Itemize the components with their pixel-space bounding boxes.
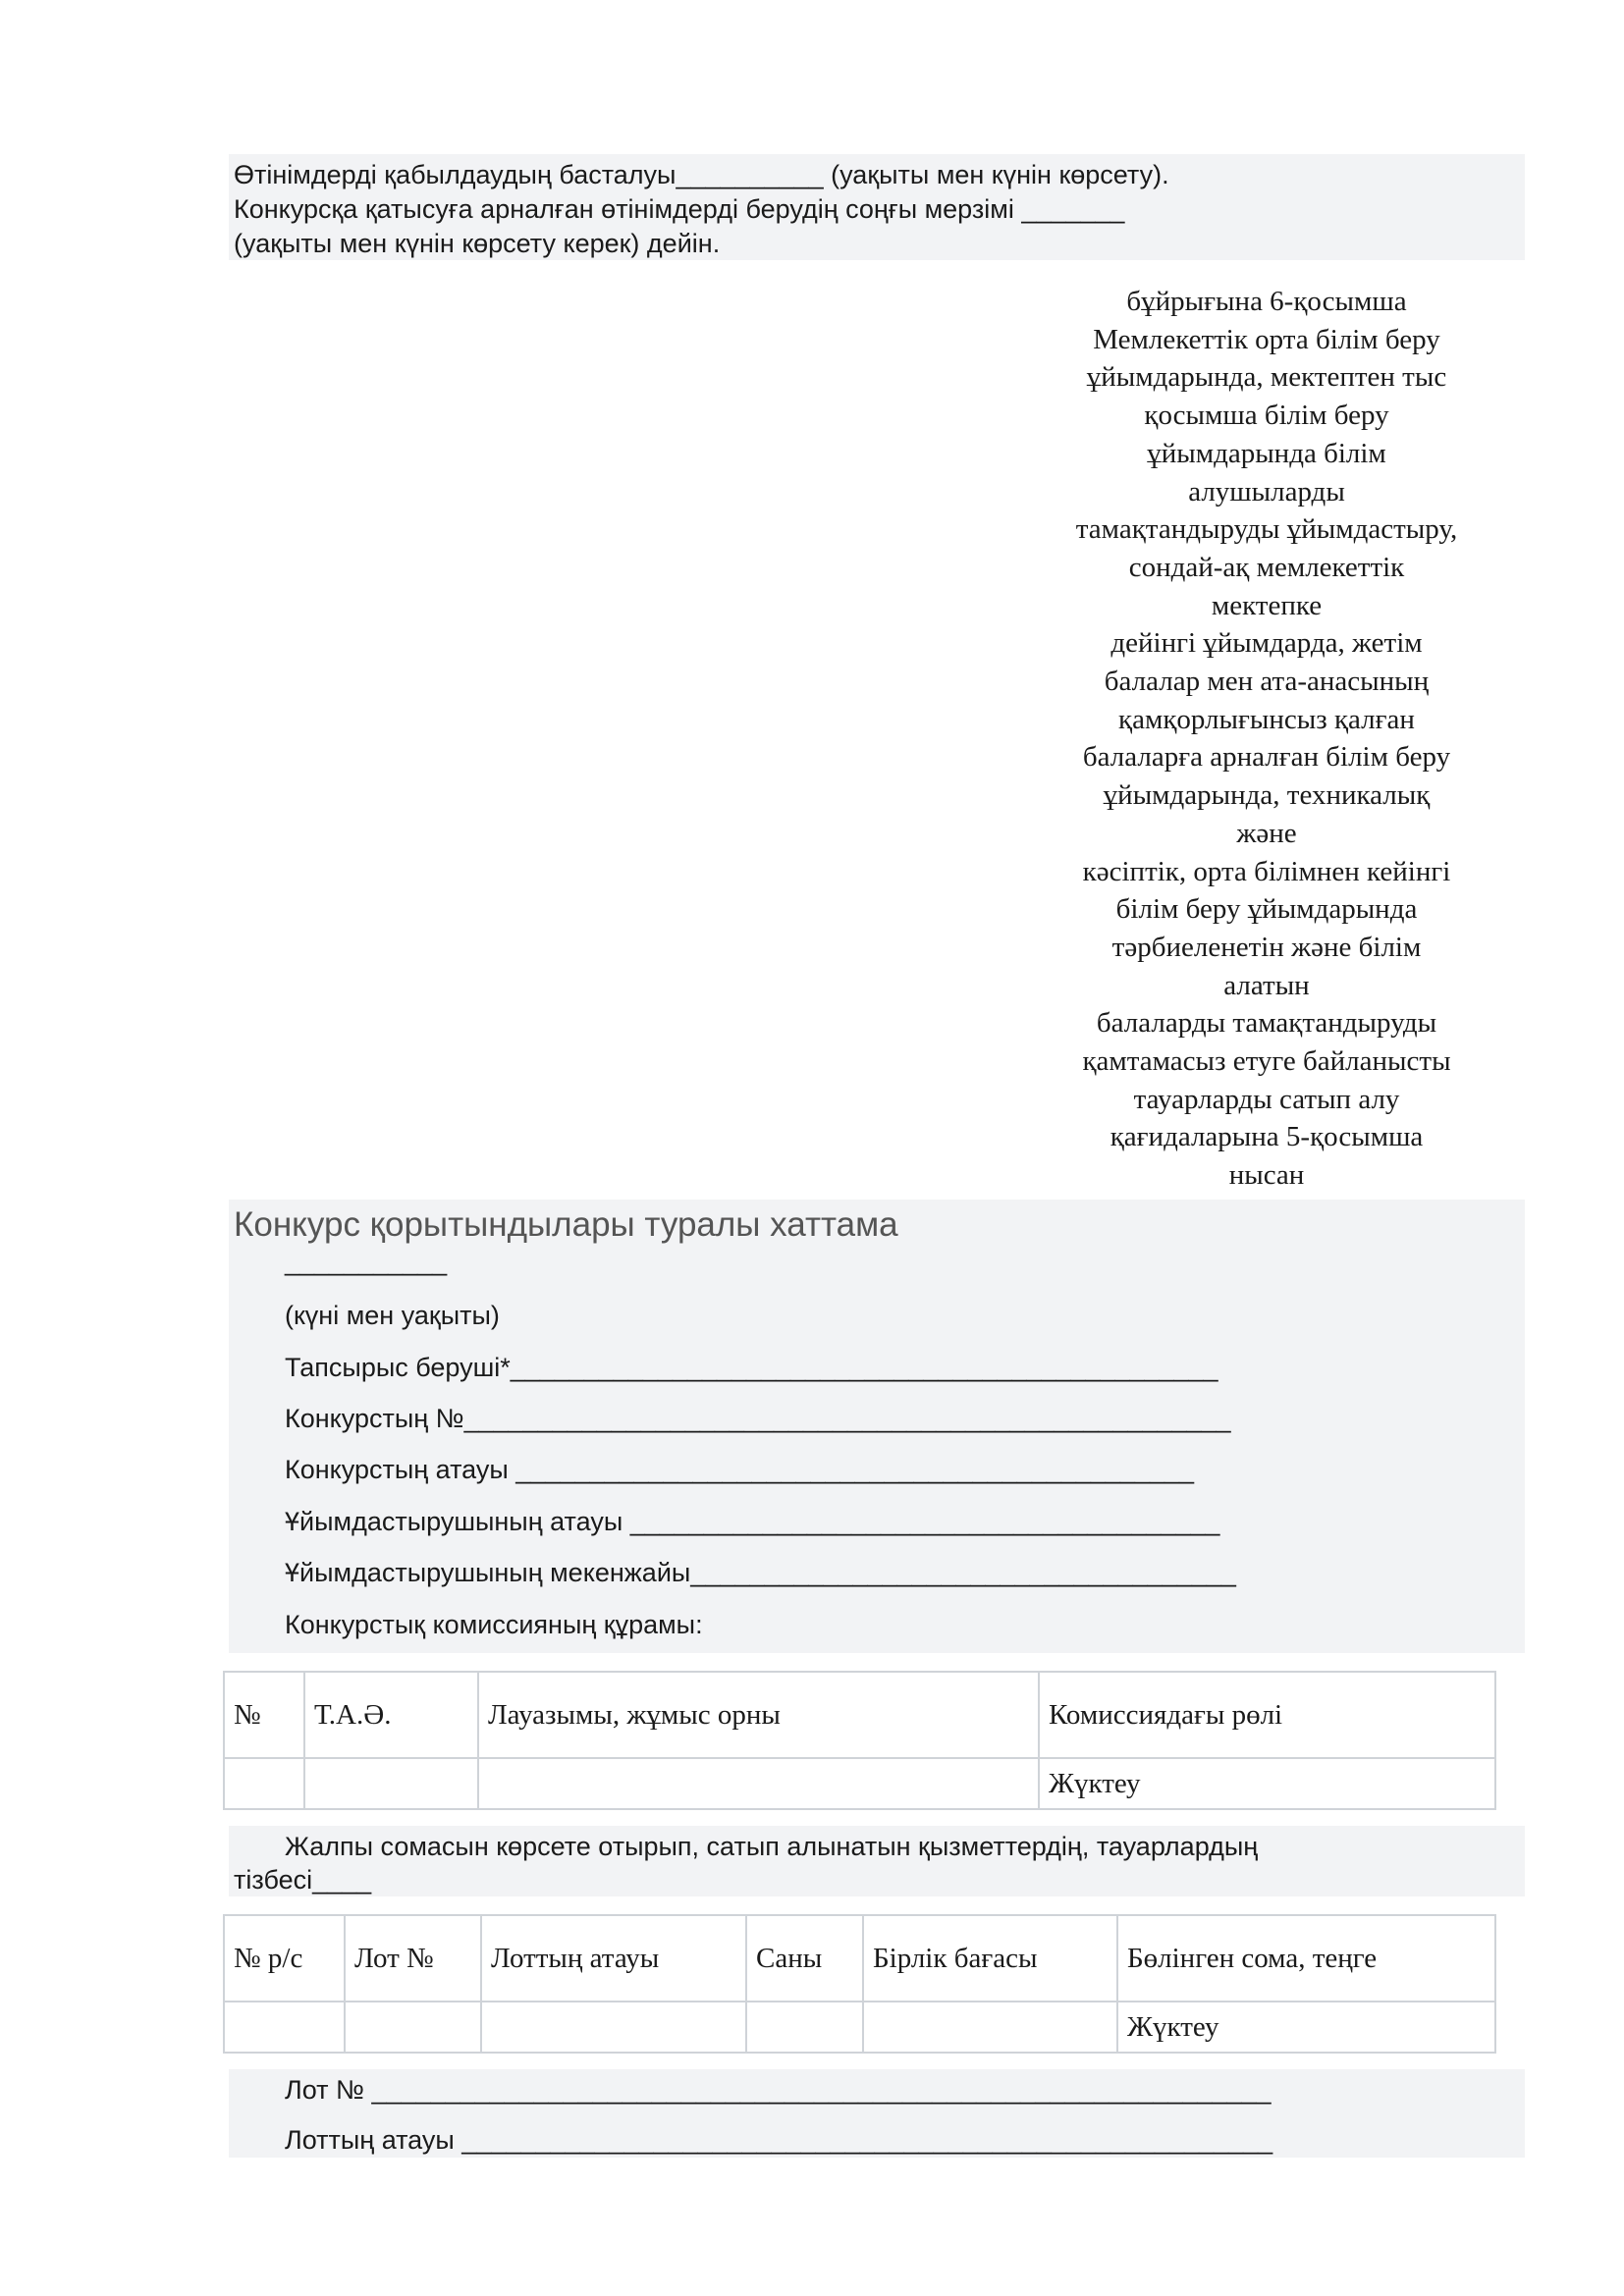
header-full-name: Т.А.Ә. [304, 1672, 478, 1758]
appendix-line: балаларға арналған білім беру [1082, 741, 1451, 774]
goods-list-text: Жалпы сомасын көрсете отырып, сатып алынатын қызметтердің, тауарлардың [285, 1832, 1259, 1861]
header-commission-role: Комиссиядағы рөлі [1039, 1672, 1495, 1758]
appendix-line: алушыларды [1188, 475, 1345, 507]
header-unit-price: Бірлік бағасы [863, 1915, 1117, 2002]
appendix-line: нысан [1228, 1159, 1305, 1192]
table-cell [478, 1758, 1039, 1809]
table-cell [481, 2002, 746, 2053]
table-cell [224, 2002, 345, 2053]
customer-field: Тапсырыс беруші*________________________________________________ [285, 1353, 1218, 1382]
date-blank: ___________ [285, 1247, 448, 1276]
commission-table [223, 1671, 1496, 1810]
appendix-line: ұйымдарында білім [1147, 437, 1386, 469]
appendix-line: ұйымдарында, техникалық [1103, 779, 1431, 812]
table-cell [345, 2002, 481, 2053]
goods-list-blank: тізбесі____ [234, 1865, 372, 1895]
appendix-line: балаларды тамақтандыруды [1096, 1007, 1437, 1040]
table-row [224, 1758, 1495, 1809]
upload-link[interactable]: Жүктеу [1039, 1758, 1495, 1809]
table-header-row [224, 1672, 1495, 1758]
commission-heading: Конкурстық комиссияның құрамы: [285, 1610, 703, 1639]
submission-deadline-block [229, 154, 1525, 260]
appendix-line: кәсіптік, орта білімнен кейінгі [1082, 855, 1451, 887]
table-cell [746, 2002, 863, 2053]
protocol-title: Конкурс қорытындылары туралы хаттама [234, 1205, 898, 1244]
appendix-line: тәрбиеленетін және білім [1111, 931, 1422, 963]
contest-name-field: Конкурстың атауы ______________________________________________ [285, 1455, 1195, 1484]
organizer-name-field: Ұйымдастырушының атауы ________________________________________ [285, 1507, 1220, 1536]
lot-name-field: Лоттың атауы _______________________________________________________ [285, 2125, 1273, 2155]
header-position: Лауазымы, жұмыс орны [478, 1672, 1039, 1758]
appendix-line: балалар мен ата-анасының [1104, 666, 1430, 698]
contest-number-field: Конкурстың №____________________________________________________ [285, 1404, 1231, 1433]
appendix-line: бұйрығына 6-қосымша [1126, 286, 1407, 317]
header-lot-number: Лот № [345, 1915, 481, 2002]
submission-start-text: Өтінімдерді қабылдаудың басталуы__________ (уақыты мен күнін көрсету). [234, 160, 1169, 189]
appendix-line: тауарларды сатып алу [1133, 1083, 1400, 1115]
appendix-reference [1021, 283, 1512, 1195]
submission-deadline-text: Конкурсқа қатысуға арналған өтінімдерді берудің соңғы мерзімі _______ [234, 194, 1125, 224]
appendix-line: қамтамасыз етуге байланысты [1082, 1045, 1451, 1078]
lot-number-field: Лот № _____________________________________________________________ [285, 2075, 1272, 2105]
appendix-line: Мемлекеттік орта білім беру [1093, 323, 1440, 355]
header-row-number: № р/с [224, 1915, 345, 2002]
appendix-line: сондай-ақ мемлекеттік [1128, 551, 1405, 583]
appendix-line: алатын [1223, 969, 1310, 1001]
appendix-line: тамақтандыруды ұйымдастыру, [1075, 513, 1458, 546]
lot-block [229, 2069, 1525, 2158]
protocol-block [229, 1200, 1525, 1653]
table-cell [224, 1758, 304, 1809]
appendix-line: ұйымдарында, мектептен тыс [1086, 361, 1447, 394]
table-row [224, 2002, 1495, 2053]
table-cell [304, 1758, 478, 1809]
header-lot-name: Лоттың атауы [481, 1915, 746, 2002]
appendix-line: және [1236, 817, 1297, 849]
table-cell [863, 2002, 1117, 2053]
submission-deadline-hint: (уақыты мен күнін көрсету керек) дейін. [234, 229, 721, 258]
appendix-line: қамқорлығынсыз қалған [1118, 703, 1415, 735]
header-quantity: Саны [746, 1915, 863, 2002]
header-number: № [224, 1672, 304, 1758]
goods-list-block [229, 1826, 1525, 1896]
goods-table [223, 1914, 1496, 2054]
appendix-line: мектепке [1211, 589, 1323, 621]
appendix-line: қағидаларына 5-қосымша [1110, 1121, 1424, 1153]
upload-link[interactable]: Жүктеу [1117, 2002, 1495, 2053]
organizer-address-field: Ұйымдастырушының мекенжайы_____________________________________ [285, 1558, 1236, 1587]
table-header-row [224, 1915, 1495, 2002]
appendix-line: қосымша білім беру [1144, 400, 1389, 432]
appendix-line: білім беру ұйымдарында [1115, 893, 1418, 926]
appendix-line: дейінгі ұйымдарда, жетім [1110, 627, 1423, 660]
date-hint: (күні мен уақыты) [285, 1301, 500, 1330]
header-allocated-sum: Бөлінген сома, теңге [1117, 1915, 1495, 2002]
